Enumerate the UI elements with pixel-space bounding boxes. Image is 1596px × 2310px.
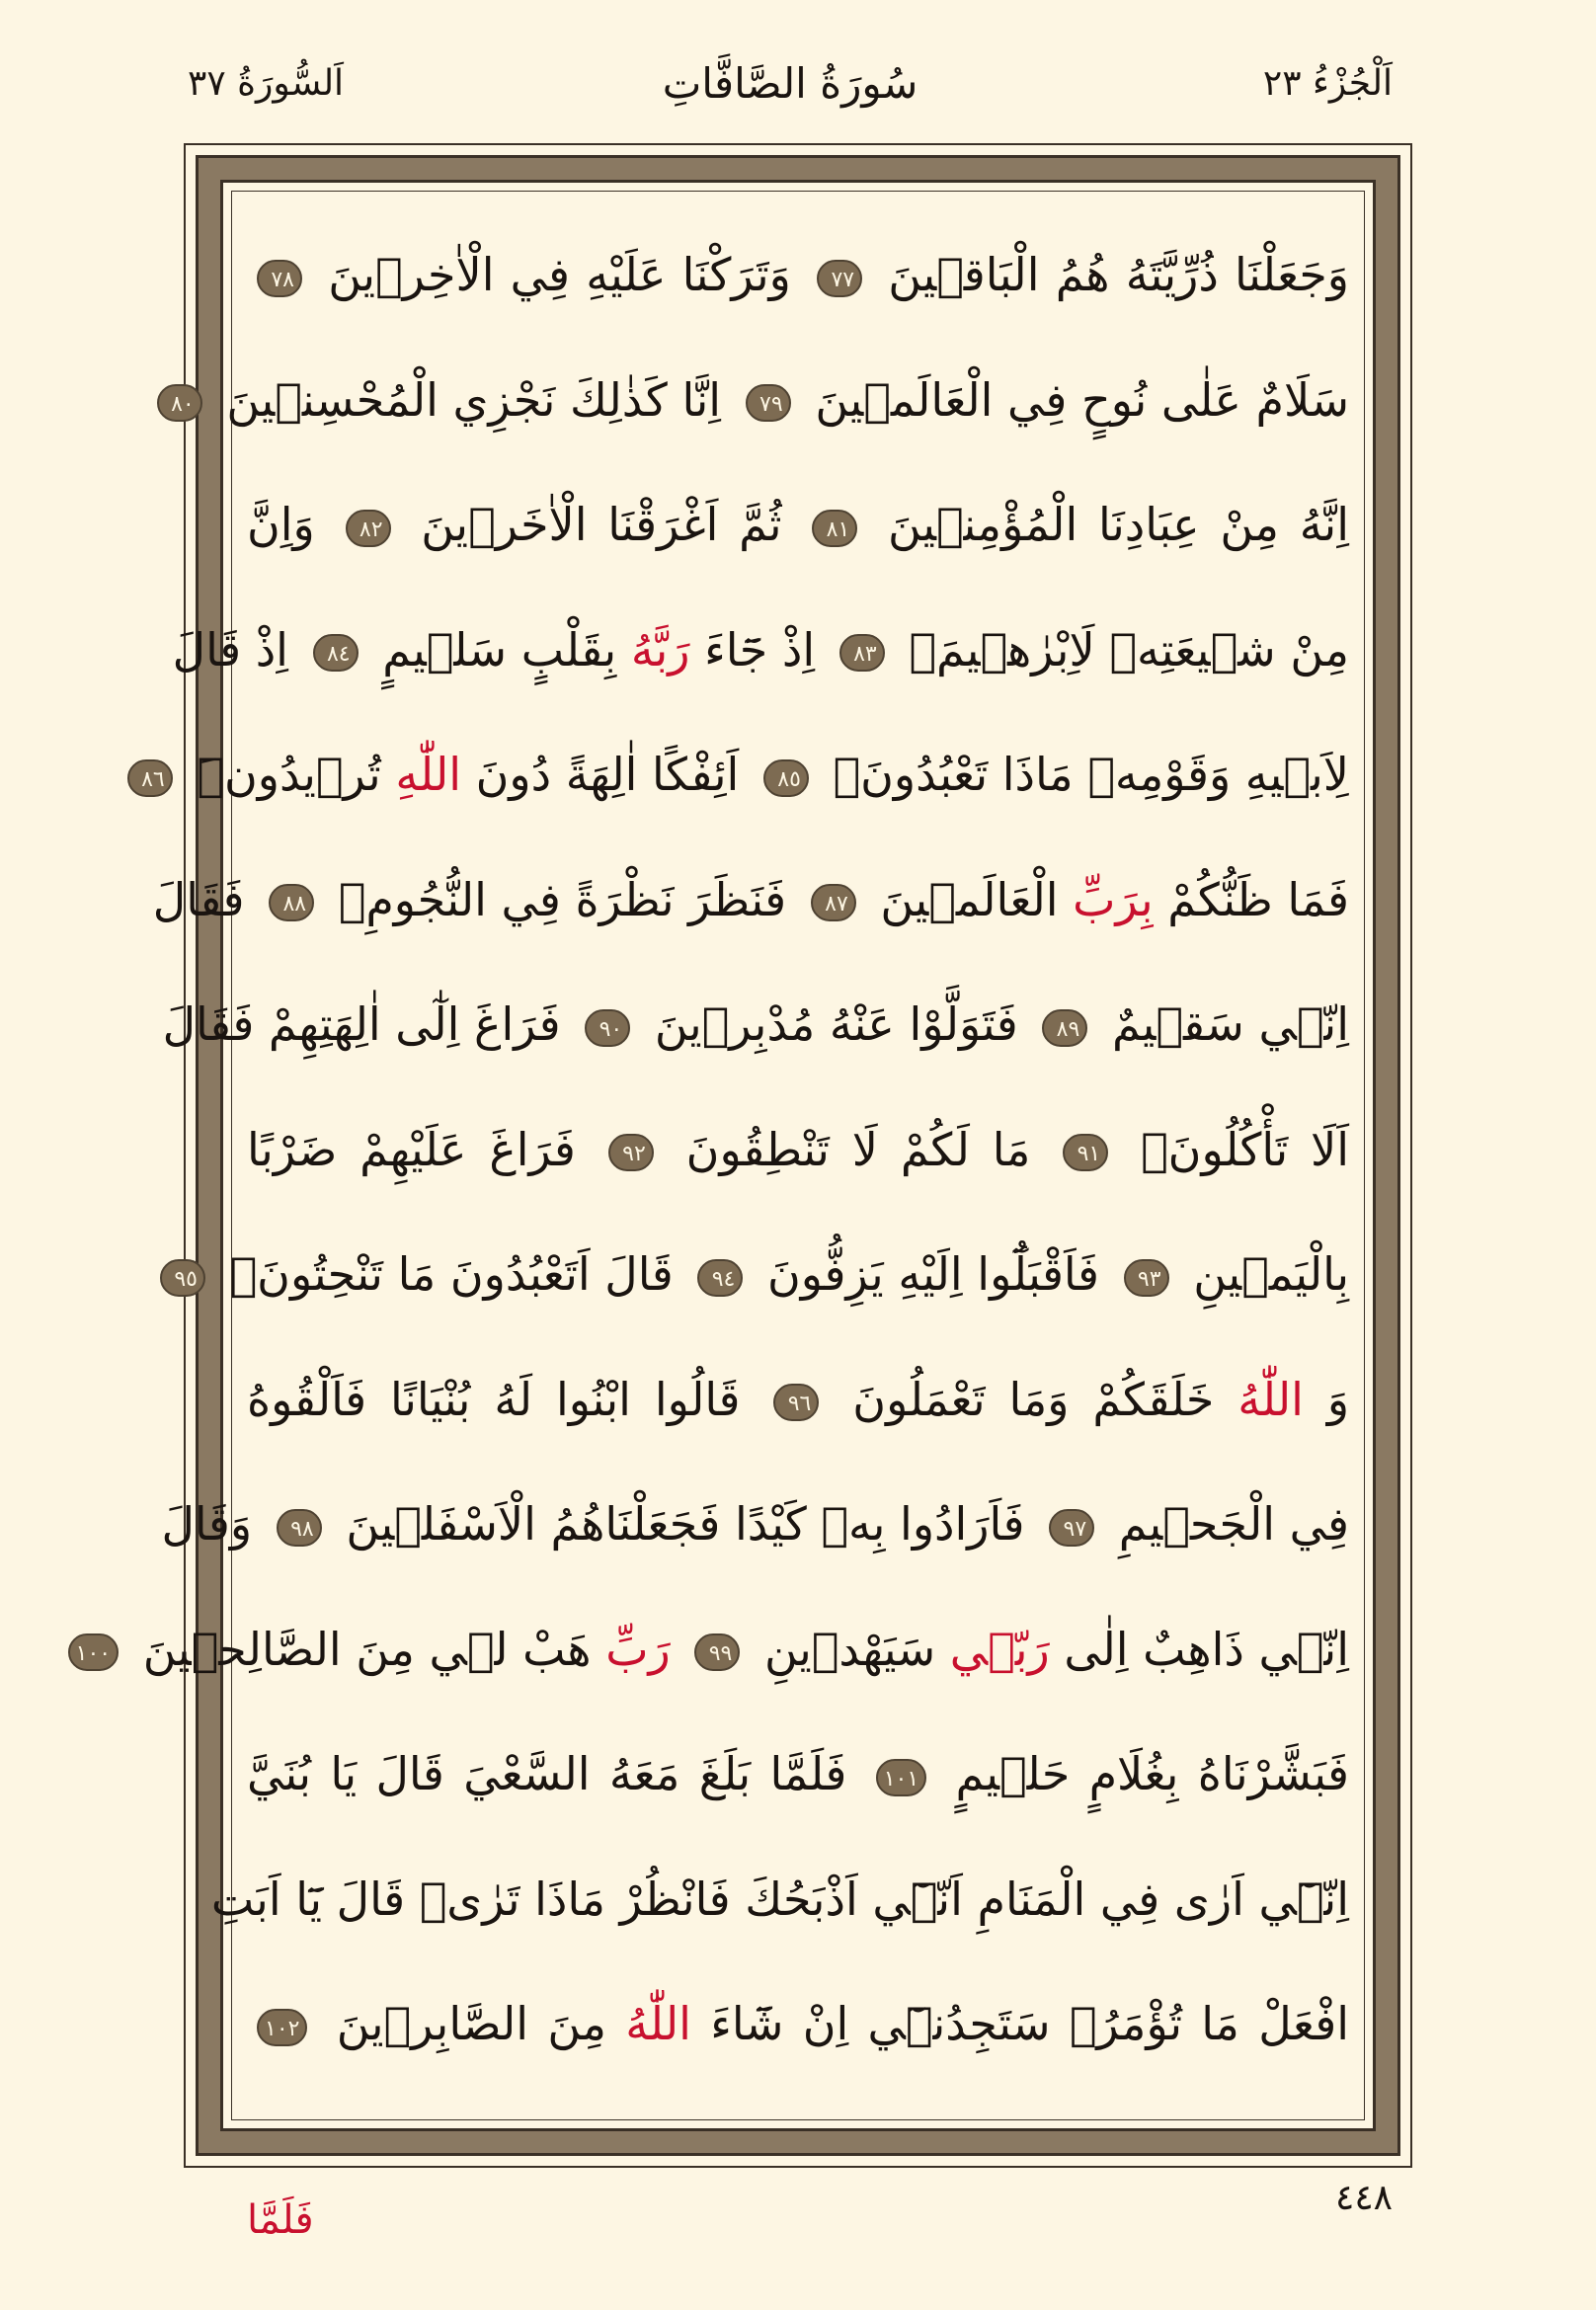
text-line — [247, 1961, 1349, 2087]
verse-text: وَجَعَلْنَا ذُرِّيَّتَهُ هُمُ الْبَاق۪ينَ — [888, 248, 1349, 301]
divine-name-word: رَبِّ — [605, 1622, 671, 1676]
divine-name-word: رَبَّهُ — [630, 622, 690, 677]
verse-text: خَلَقَكُمْ وَمَا تَعْمَلُونَ — [852, 1372, 1215, 1426]
ayah-number-marker: ٨٦ — [127, 759, 173, 797]
verse-text: هَبْ ل۪ي مِنَ الصَّالِح۪ينَ — [142, 1622, 592, 1676]
verse-text: اِذْ قَالَ — [172, 622, 288, 677]
ayah-number-marker: ٨٩ — [1042, 1009, 1087, 1047]
juz-label: اَلْجُزْءُ ٢٣ — [1262, 63, 1393, 104]
surah-number-label: اَلسُّورَةُ ٣٧ — [188, 63, 345, 104]
divine-name-word: اللّٰهُ — [1237, 1372, 1304, 1426]
divine-name-word: اللّٰهِ — [395, 748, 461, 801]
divine-name-word: بِرَبِّ — [1073, 872, 1154, 926]
text-line — [210, 1837, 1349, 1962]
text-line — [247, 212, 1349, 338]
ayah-number-marker: ٩٢ — [608, 1134, 654, 1171]
verse-text: ثُمَّ اَغْرَقْنَا الْاٰخَر۪ينَ — [421, 498, 782, 551]
catchword: فَلَمَّا — [247, 2197, 314, 2243]
verse-text: مِنْ ش۪يعَتِه۪ لَاِبْرٰه۪يمَۢ — [909, 622, 1349, 677]
quran-text-body — [75, 212, 1350, 2089]
ayah-number-marker: ٧٩ — [746, 384, 791, 422]
ayah-number-marker: ٧٧ — [817, 260, 862, 297]
ayah-number-marker: ٨٣ — [839, 634, 885, 672]
text-line — [171, 338, 1349, 463]
verse-text: وَقَالَ — [161, 1497, 253, 1551]
text-line — [247, 1087, 1349, 1213]
verse-text: سَيَهْد۪ينِ — [763, 1622, 936, 1676]
page-number: ٤٤٨ — [1334, 2178, 1393, 2218]
verse-text: قَالُوا ابْنُوا لَهُ بُنْيَانًا فَاَلْقُوهُ — [247, 1372, 741, 1426]
verse-text: فَاَرَادُوا بِه۪ كَيْدًا فَجَعَلْنَاهُمُ الْاَسْفَل۪ينَ — [346, 1497, 1025, 1551]
verse-text: فَنَظَرَ نَظْرَةً فِي النُّجُومِۙ — [338, 872, 787, 926]
verse-text: مِنَ الصَّابِر۪ينَ — [336, 1997, 606, 2050]
verse-text: فَقَالَ — [152, 872, 245, 926]
verse-text: اِنّ۪ي سَق۪يمٌ — [1111, 997, 1349, 1051]
text-line — [162, 962, 1349, 1087]
verse-text: لِاَب۪يهِ وَقَوْمِه۪ مَاذَا تَعْبُدُونَۚ — [833, 748, 1349, 801]
verse-text: وَاِنَّ — [247, 498, 315, 551]
ayah-number-marker: ٩٨ — [277, 1509, 322, 1547]
verse-text: وَتَرَكْنَا عَلَيْهِ فِي الْاٰخِر۪ينَ — [328, 248, 791, 301]
ayah-number-marker: ٨٤ — [313, 634, 359, 672]
ayah-number-marker: ٨٥ — [763, 759, 809, 797]
text-line — [161, 1462, 1349, 1587]
verse-text: قَالَ اَتَعْبُدُونَ مَا تَنْحِتُونَۙ — [229, 1247, 674, 1301]
verse-text: بِالْيَم۪ينِ — [1193, 1247, 1349, 1301]
verse-text: فَتَوَلَّوْا عَنْهُ مُدْبِر۪ينَ — [654, 997, 1018, 1051]
ayah-number-marker: ٨٧ — [811, 884, 856, 921]
verse-text: بِقَلْبٍ سَل۪يمٍ — [382, 622, 617, 677]
verse-text: سَلَامٌ عَلٰى نُوحٍ فِي الْعَالَم۪ينَ — [815, 372, 1349, 427]
ayah-number-marker: ٨١ — [812, 510, 857, 547]
verse-text: اِنَّهُ مِنْ عِبَادِنَا الْمُؤْمِن۪ينَ — [888, 498, 1350, 551]
ayah-number-marker: ٨٢ — [346, 510, 391, 547]
divine-name-word: رَبّ۪ي — [949, 1622, 1050, 1676]
ayah-number-marker: ٩٧ — [1049, 1509, 1094, 1547]
verse-text: فِي الْجَح۪يمِ — [1118, 1497, 1349, 1551]
text-line — [247, 1337, 1349, 1463]
text-line — [75, 1587, 1349, 1713]
ayah-number-marker: ٩٠ — [585, 1009, 630, 1047]
text-line — [174, 1212, 1349, 1337]
text-line — [247, 1712, 1349, 1837]
verse-text: اَئِفْكًا اٰلِهَةً دُونَ — [475, 748, 740, 801]
verse-text: اِنّ۪ي ذَاهِبٌ اِلٰى — [1064, 1622, 1349, 1676]
verse-text: فَمَا ظَنُّكُمْ — [1167, 872, 1349, 926]
text-line — [152, 837, 1349, 963]
page-footer — [188, 2178, 1393, 2257]
verse-text: فَبَشَّرْنَاهُ بِغُلَامٍ حَل۪يمٍ — [955, 1747, 1350, 1800]
verse-text: اِنَّا كَذٰلِكَ نَجْزِي الْمُحْسِن۪ينَ — [226, 372, 722, 427]
verse-text: افْعَلْ مَا تُؤْمَرُۘ سَتَجِدُن۪ٓي اِنْ شَٓاءَ — [710, 1997, 1350, 2050]
verse-text: وَ — [1326, 1372, 1350, 1426]
text-line — [141, 712, 1349, 837]
text-line — [247, 462, 1349, 588]
ayah-number-marker: ٩١ — [1063, 1134, 1108, 1171]
verse-text: فَاَقْبَلُٓوا اِلَيْهِ يَزِفُّونَ — [766, 1247, 1099, 1301]
divine-name-word: اللّٰهُ — [625, 1997, 691, 2050]
ayah-number-marker: ٩٦ — [773, 1384, 819, 1421]
verse-text: فَلَمَّا بَلَغَ مَعَهُ السَّعْيَ قَالَ يَا بُنَيَّ — [247, 1747, 847, 1800]
ayah-number-marker: ٧٨ — [257, 260, 302, 297]
text-line — [172, 588, 1349, 713]
verse-text: اِذْ جَٓاءَ — [704, 622, 816, 677]
ayah-number-marker: ٨٠ — [157, 384, 202, 422]
ayah-number-marker: ١٠٢ — [257, 2009, 307, 2046]
ayah-number-marker: ١٠١ — [876, 1759, 926, 1796]
verse-text: اِنّ۪ٓي اَرٰى فِي الْمَنَامِ اَنّ۪ٓي اَذْبَحُكَ فَانْظُرْ مَاذَا تَرٰىۜ قَالَ يَٓا اَبَتِ — [210, 1872, 1349, 1926]
ayah-number-marker: ١٠٠ — [68, 1633, 119, 1671]
verse-text: فَرَاغَ عَلَيْهِمْ ضَرْبًا — [247, 1122, 576, 1176]
verse-text: فَرَاغَ اِلٰٓى اٰلِهَتِهِمْ فَقَالَ — [162, 997, 561, 1051]
verse-text: مَا لَكُمْ لَا تَنْطِقُونَ — [685, 1122, 1031, 1176]
verse-text: الْعَالَم۪ينَ — [880, 872, 1059, 926]
ayah-number-marker: ٩٣ — [1124, 1259, 1169, 1297]
ayah-number-marker: ٩٤ — [697, 1259, 743, 1297]
surah-title: سُورَةُ الصَّافَّاتِ — [662, 59, 918, 108]
ayah-number-marker: ٨٨ — [269, 884, 314, 921]
ayah-number-marker: ٩٩ — [694, 1633, 740, 1671]
page-header — [188, 40, 1393, 128]
verse-text: اَلَا تَأْكُلُونَۚ — [1141, 1122, 1350, 1176]
ayah-number-marker: ٩٥ — [160, 1259, 205, 1297]
verse-text: تُر۪يدُونَۜ — [197, 748, 381, 801]
